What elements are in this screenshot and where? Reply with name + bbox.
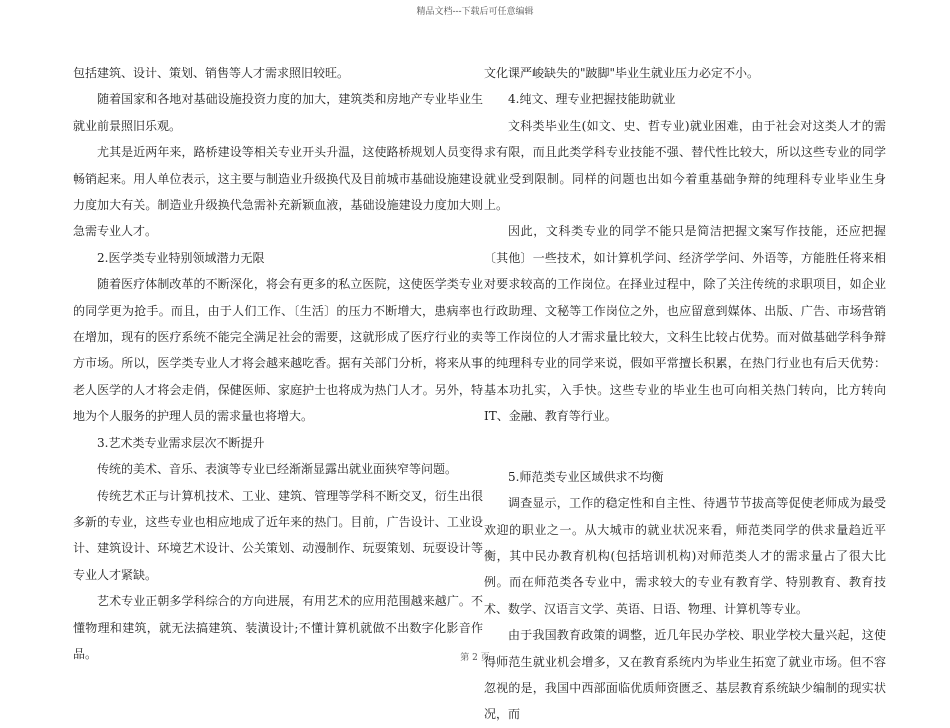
paragraph: 文化课严峻缺失的"跛脚"毕业生就业压力必定不小。 <box>484 66 760 80</box>
left-column <box>73 60 483 667</box>
paragraph: 因此，文科类专业的同学不能只是简洁把握文案写作技能，还应把握〔其他〕一些技术，如计算机学问、经济学学问、外语等，方能胜任将来相对要求较高的工作岗位。在择业过程中，除了关注传统的求职项目，如企业行政助理、文秘等工作岗位之外，也应留意到媒体、出版、广告、市场营销等工作岗位的人才需求量比较大，文科生比较占优势。而对做基础学科争辩的纯理科专业的同学来说，假如平常擅长积累，在热门行业也有后天优势：基本功扎实，入手快。这些专业的毕业生也可向相关热门转向，比方转向IT、金融、教育等行业。 <box>484 224 886 424</box>
section-heading: 5.师范类专业区域供求不均衡 <box>508 469 664 484</box>
paragraph: 传统的美术、音乐、表演等专业已经渐渐显露出就业面狭窄等问题。 <box>97 462 458 477</box>
paragraph: 包括建筑、设计、策划、销售等人才需求照旧较旺。 <box>73 66 350 80</box>
section-heading: 3.艺术类专业需求层次不断提升 <box>97 435 265 450</box>
paragraph: 随着国家和各地对基础设施投资力度的加大，建筑类和房地产专业毕业生就业前景照旧乐观。 <box>73 92 483 133</box>
blank-gap <box>484 430 886 464</box>
paragraph: 艺术专业正朝多学科综合的方向进展，有用艺术的应用范围越来越广。不懂物理和建筑，就无法搞建筑、装潢设计;不懂计算机就做不出数字化影音作品。 <box>73 594 483 661</box>
section-heading: 2.医学类专业特别领域潜力无限 <box>97 250 265 265</box>
paragraph: 传统艺术正与计算机技术、工业、建筑、管理等学科不断交叉，衍生出很多新的专业，这些专业也相应地成了近年来的热门。目前，广告设计、工业设计、建筑设计、环境艺术设计、公关策划、动漫制作、玩耍策划、玩耍设计等专业人才紧缺。 <box>73 488 483 582</box>
right-column <box>484 60 886 728</box>
paragraph: 随着医疗体制改革的不断深化，将会有更多的私立医院，这使医学类专业的同学更为抢手。而且，由于人们工作、〔生活〕的压力不断增大，患病率也在增加，现有的医疗系统不能完全满足社会的需要，这就形成了医疗行业的卖方市场。所以，医学类专业人才将会越来越吃香。据有关部门分析，将来从事老人医学的人才将会走俏，保健医师、家庭护士也将成为热门人才。另外，特地为个人服务的护理人员的需求量也将增大。 <box>73 277 483 424</box>
paragraph: 调查显示，工作的稳定性和自主性、待遇节节拔高等促使老师成为最受欢迎的职业之一。从大城市的就业状况来看，师范类同学的供求量趋近平衡，其中民办教育机构(包括培训机构)对师范类人才的需求量占了很大比例。而在师范类各专业中，需求较大的专业有教育学、特别教育、教育技术、数学、汉语言文学、英语、日语、物理、计算机等专业。 <box>484 496 886 616</box>
paragraph: 文科类毕业生(如文、史、哲专业)就业困难，由于社会对这类人才的需求有限，而且此类学科专业技能不强、替代性比较大，所以这些专业的同学就业受到限制。同样的问题也出如今着重基础争辩的纯理科专业毕业生身上。 <box>484 118 886 213</box>
page-header: 精品文档---下载后可任意编辑 <box>416 7 534 17</box>
paragraph: 由于我国教育政策的调整，近几年民办学校、职业学校大量兴起，这使得师范生就业机会增多，又在教育系统内为毕业生拓宽了就业市场。但不容忽视的是，我国中西部面临优质师资匮乏、基层教育系统缺少编制的现实状况，而 <box>484 628 886 722</box>
paragraph: 尤其是近两年来，路桥建设等相关专业开头升温，这使路桥规划人员变得畅销起来。用人单位表示，这主要与制造业升级换代及目前城市基础设施建设力度加大有关。制造业升级换代急需补充新颖血液，基础设施建设力度加大则急需专业人才。 <box>73 145 483 239</box>
page-number: 第 2 页 <box>460 653 490 663</box>
section-heading: 4.纯文、理专业把握技能助就业 <box>508 92 676 107</box>
